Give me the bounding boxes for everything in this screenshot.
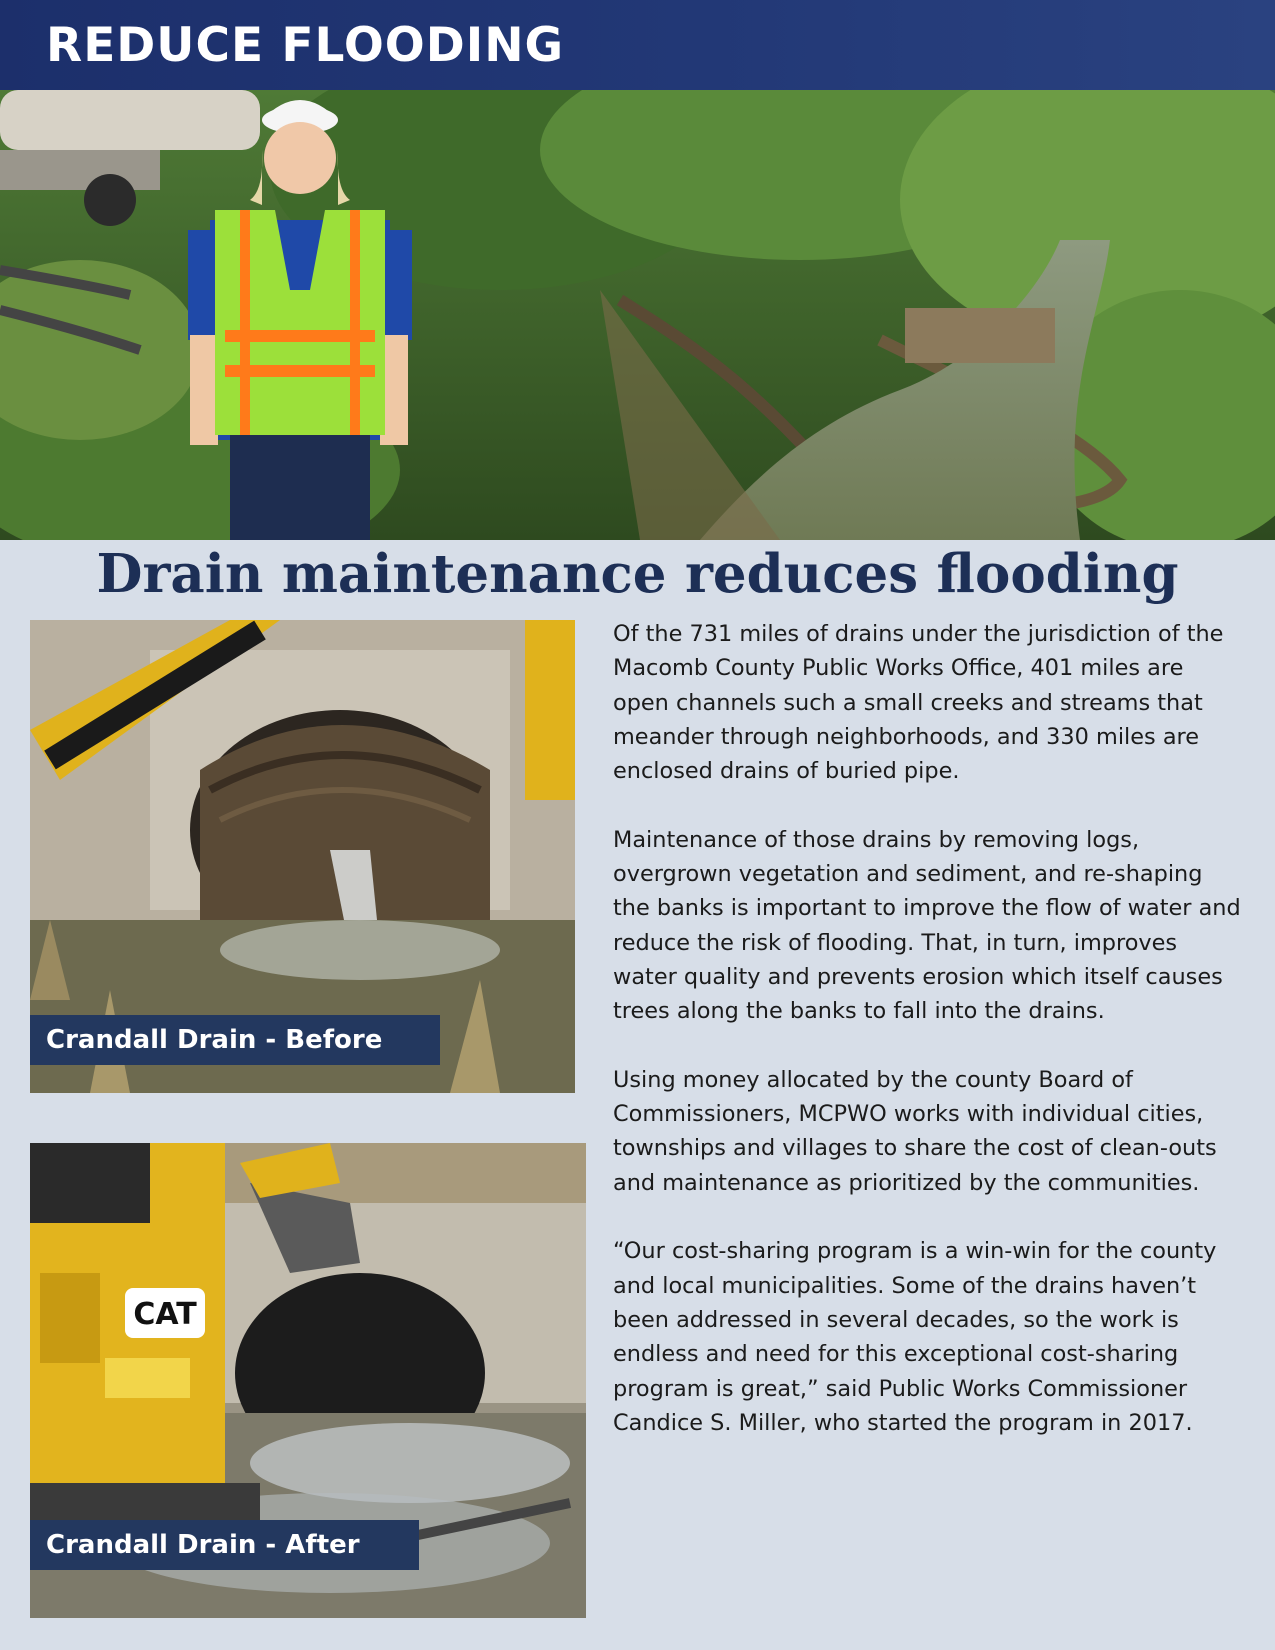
article-body <box>613 617 1243 1474</box>
article-headline: Drain maintenance reduces flooding <box>96 543 1179 605</box>
photo-after-caption: Crandall Drain - After <box>30 1520 419 1570</box>
photo-before <box>30 620 575 1093</box>
hero-photo-inspector-by-drain <box>0 90 1275 540</box>
photo-after <box>30 1143 586 1618</box>
article-paragraph-1: Of the 731 miles of drains under the jurisdiction of the Macomb County Public Works Office, 401 miles are open channels such a small creeks and streams that meander through neighborhoods, and 330 miles are enclosed drains of buried pipe. <box>613 621 1224 785</box>
section-title: REDUCE FLOODING <box>46 18 565 73</box>
article-paragraph-2: Maintenance of those drains by removing logs, overgrown vegetation and sediment, and re-shaping the banks is important to improve the flow of water and reduce the risk of flooding. That, in turn, improves water quality and prevents erosion which itself causes trees along the banks to fall into the drains. <box>613 826 1241 1025</box>
hero-photo <box>0 90 1275 540</box>
cat-logo-badge: CAT <box>133 1297 197 1332</box>
section-banner <box>0 0 1275 90</box>
article-paragraph-4: “Our cost-sharing program is a win-win for the county and local municipalities. Some of the drains haven’t been addressed in several decades, so the work is endless and need for this exceptional cost-sharing program is great,” said Public Works Commissioner Candice S. Miller, who started the program in 2017. <box>613 1238 1217 1436</box>
article-paragraph-3: Using money allocated by the county Board of Commissioners, MCPWO works with individual cities, townships and villages to share the cost of clean-outs and maintenance as prioritized by the communities. <box>613 1066 1217 1196</box>
photo-before-caption: Crandall Drain - Before <box>30 1015 440 1065</box>
